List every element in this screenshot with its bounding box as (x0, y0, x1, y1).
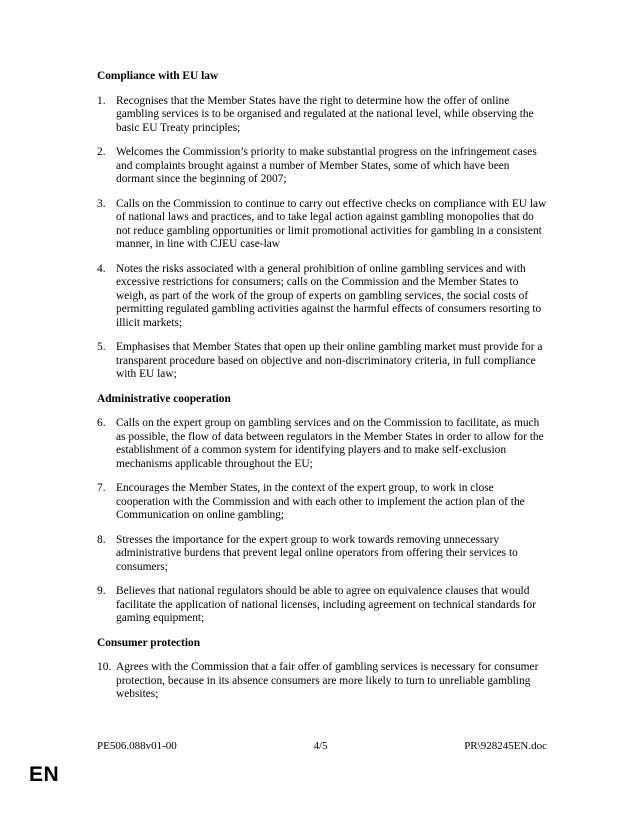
paragraph-text: Stresses the importance for the expert group to work towards removing unnecessary administrative burdens that prevent legal online operators from offering their services to consumers; (116, 533, 518, 573)
numbered-paragraph (97, 95, 547, 136)
paragraph-text: Welcomes the Commission’s priority to make substantial progress on the infringement cases and complaints brought against a number of Member States, some of which have been dormant since the beginning of 2007; (116, 146, 537, 185)
paragraph-text: Calls on the Commission to continue to carry out effective checks on compliance with EU law of national laws and practices, and to take legal action against gambling monopolies that do not reduce gambling opportunities or limit promotional activities for gambling in a consistent manner, in line with CJEU case-law (116, 197, 547, 250)
paragraph-number: 4. (97, 262, 106, 275)
paragraph-number: 3. (97, 197, 106, 210)
numbered-paragraph (97, 146, 547, 187)
numbered-paragraph (97, 417, 547, 471)
paragraph-text: Calls on the expert group on gambling services and on the Commission to facilitate, as much as possible, the flow of data between regulators in the Member States in order to allow for the establishment of a common system for identifying players and to make self-exclusion mechanisms applicable throughout the EU; (116, 417, 544, 470)
paragraph-number: 5. (97, 341, 106, 353)
paragraph-text: Agrees with the Commission that a fair offer of gambling services is necessary for consumer protection, because in its absence consumers are more likely to turn to unreliable gambling websites; (116, 661, 539, 700)
page-footer (97, 740, 547, 752)
section-heading: Consumer protection (97, 636, 201, 649)
paragraph-text: Emphasises that Member States that open up their online gambling market must provide for a transparent procedure based on objective and non-discriminatory criteria, in full compliance with EU law; (116, 341, 543, 380)
numbered-paragraph (97, 534, 547, 575)
numbered-paragraph (97, 263, 547, 331)
numbered-paragraph (97, 585, 547, 626)
paragraph-number: 8. (97, 533, 106, 546)
document-reference: PE506.088v01-00 (97, 740, 177, 752)
paragraph-text: Believes that national regulators should be able to agree on equivalence clauses that would facilitate the application of national licenses, including agreement on technical standards for gaming equipment; (116, 585, 537, 624)
paragraph-text: Encourages the Member States, in the context of the expert group, to work in close cooperation with the Commission and with each other to implement the action plan of the Communication on online gambling; (116, 482, 525, 521)
numbered-paragraph (97, 198, 547, 252)
paragraph-text: Recognises that the Member States have the right to determine how the offer of online gambling services is to be organised and regulated at the national level, while observing the basic EU Treaty principles; (116, 94, 534, 134)
document-body (97, 70, 547, 713)
section-heading: Compliance with EU law (97, 70, 219, 82)
numbered-paragraph (97, 661, 547, 702)
page-number: 4/5 (313, 740, 328, 752)
paragraph-number: 10. (97, 661, 112, 673)
section-heading: Administrative cooperation (97, 392, 231, 405)
language-mark: EN (29, 763, 60, 786)
paragraph-number: 6. (97, 417, 106, 429)
paragraph-number: 1. (97, 94, 106, 107)
file-name: PR\928245EN.doc (464, 740, 547, 752)
numbered-paragraph (97, 341, 547, 382)
paragraph-number: 2. (97, 146, 106, 158)
paragraph-text: Notes the risks associated with a general prohibition of online gambling services and with excessive restrictions for consumers; calls on the Commission and the Member States to weigh, as part of the work of the group of experts on gambling services, the social costs of permitting regulated gambling activities against the harmful effects of consumers resorting to illicit markets; (116, 262, 542, 329)
numbered-paragraph (97, 482, 547, 523)
paragraph-number: 9. (97, 585, 106, 597)
paragraph-number: 7. (97, 482, 106, 494)
